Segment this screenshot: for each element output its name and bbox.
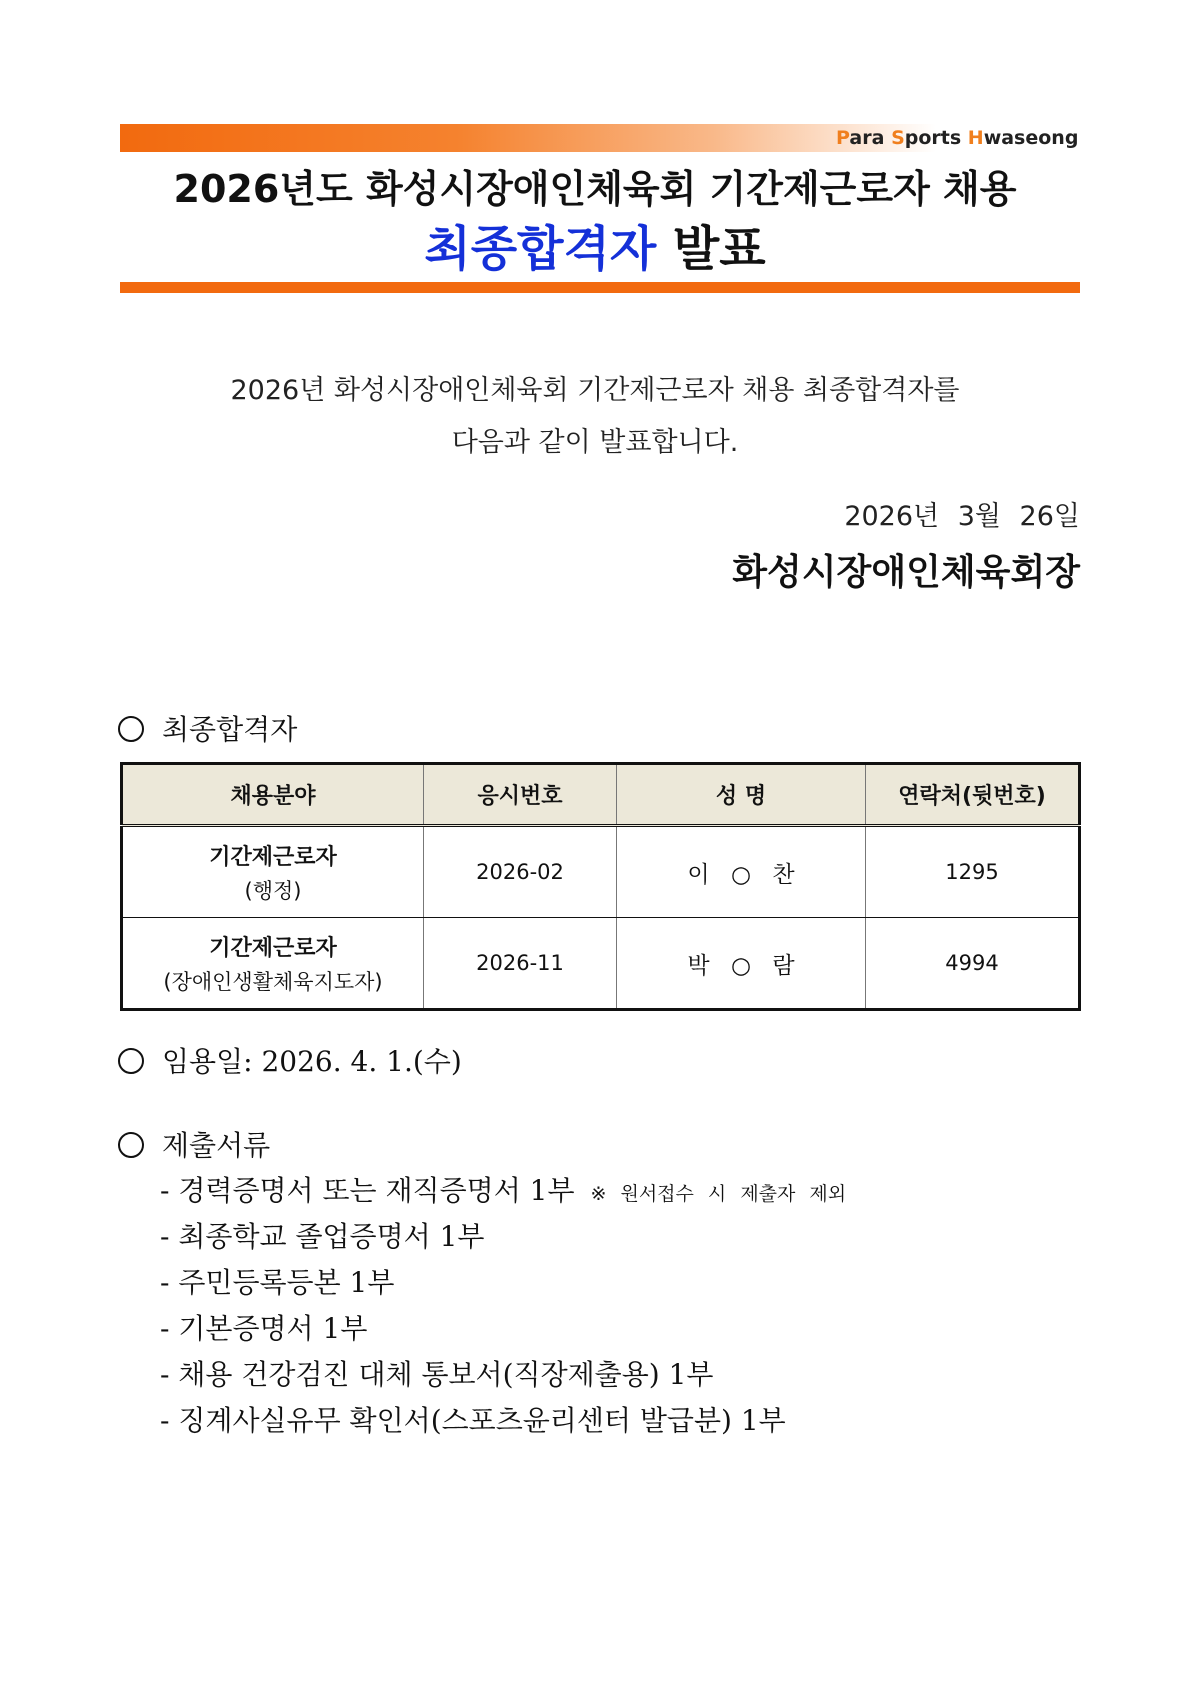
cell-number: 2026-11: [424, 918, 617, 1010]
document-list: [160, 1168, 846, 1444]
brand-logo-text: Para Sports Hwaseong: [836, 127, 1079, 149]
document-note: ※ 원서접수 시 제출자 제외: [590, 1183, 847, 1205]
circle-bullet-icon: [118, 716, 144, 742]
page-title: 2026년도 화성시장애인체육회 기간제근로자 채용: [173, 167, 1017, 211]
circle-bullet-icon: [118, 1048, 144, 1074]
table-header-row: [122, 764, 1080, 826]
cell-contact: 4994: [866, 918, 1080, 1010]
column-header: 응시번호: [424, 764, 617, 826]
title-highlight: 최종합격자: [424, 221, 657, 277]
section-documents: [118, 1124, 270, 1164]
cell-name: 박 ○ 람: [617, 918, 866, 1010]
column-header: 채용분야: [122, 764, 424, 826]
section-appointment: [118, 1040, 462, 1080]
cell-contact: 1295: [866, 826, 1080, 918]
cell-field: 기간제근로자 (행정): [122, 826, 424, 918]
intro-line-2: 다음과 같이 발표합니다.: [451, 427, 739, 458]
cell-name: 이 ○ 찬: [617, 826, 866, 918]
list-item: - 징계사실유무 확인서(스포츠윤리센터 발급분) 1부: [160, 1404, 786, 1437]
page-subtitle: [0, 210, 1190, 279]
intro-line-1: 2026년 화성시장애인체육회 기간제근로자 채용 최종합격자를: [230, 375, 960, 406]
table-row: [122, 826, 1080, 918]
cell-number: 2026-02: [424, 826, 617, 918]
circle-bullet-icon: [118, 1132, 144, 1158]
section-passers-label: 최종합격자: [162, 713, 298, 746]
section-documents-label: 제출서류: [162, 1129, 271, 1162]
organization-name: 화성시장애인체육회장: [732, 552, 1080, 593]
section-appointment-label: 임용일: 2026. 4. 1.(수): [162, 1045, 462, 1078]
list-item: - 채용 건강검진 대체 통보서(직장제출용) 1부: [160, 1358, 714, 1391]
column-header: 연락처(뒷번호): [866, 764, 1080, 826]
cell-field: 기간제근로자 (장애인생활체육지도자): [122, 918, 424, 1010]
list-item: - 경력증명서 또는 재직증명서 1부 ※ 원서접수 시 제출자 제외: [160, 1174, 847, 1207]
list-item: - 주민등록등본 1부: [160, 1266, 395, 1299]
passers-table: [120, 762, 1081, 1011]
title-underline-bar: [120, 282, 1080, 293]
section-passers: [118, 708, 297, 748]
column-header: 성 명: [617, 764, 866, 826]
table-row: [122, 918, 1080, 1010]
title-rest: 발표: [656, 221, 766, 277]
announcement-date: 2026년 3월 26일: [844, 501, 1080, 532]
list-item: - 최종학교 졸업증명서 1부: [160, 1220, 485, 1253]
list-item: - 기본증명서 1부: [160, 1312, 368, 1345]
